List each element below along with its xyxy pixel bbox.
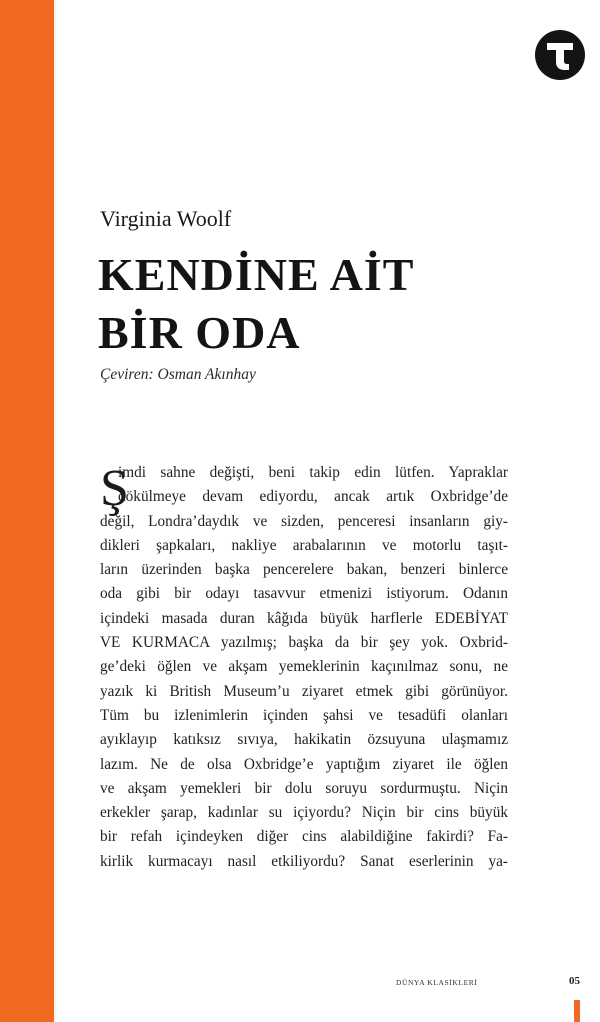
page-marker — [574, 1000, 580, 1022]
page-edge — [54, 0, 56, 1022]
page-number: 05 — [569, 975, 580, 987]
text-line: ge’deki öğlen ve akşam yemeklerinin kaçınılmaz sonu, ne — [100, 658, 508, 676]
book-title-line-2: BİR ODA — [98, 307, 301, 358]
text-line: bir refah içindeyken diğer cins alabildiğine fakirdi? Fa- — [100, 828, 508, 846]
text-line: imdi sahne değişti, beni takip edin lütfen. Yapraklar — [118, 464, 508, 481]
book-title-line-1: KENDİNE AİT — [98, 249, 415, 300]
text-line: dikleri şapkaları, nakliye arabalarının ve motorlu taşıt- — [100, 536, 508, 554]
series-label: DÜNYA KLASİKLERİ — [396, 978, 478, 987]
text-line: kirlik kurmacayı nasıl etkiliyordu? Sanat eserlerinin ya- — [100, 852, 508, 870]
body-paragraph — [100, 461, 508, 874]
text-line: erkekler şarap, kadınlar su içiyordu? Niçin bir cins büyük — [100, 804, 508, 822]
text-line: yazık ki British Museum’u ziyaret etmek gibi görünüyor. — [100, 682, 508, 700]
text-line: lazım. Ne de olsa Oxbridge’e yaptığım ziyaret ile öğlen — [100, 755, 508, 773]
text-line: içindeki masada duran kâğıda büyük harflerle EDEBİYAT — [100, 609, 508, 627]
publisher-t-logo-icon — [535, 30, 585, 80]
text-line: Tüm bu izlenimlerin içinden şahsi ve tesadüfi olanları — [100, 706, 508, 724]
text-line: değil, Londra’daydık ve sizden, penceresi insanların giy- — [100, 512, 508, 530]
text-line: ayıklayıp katıksız sıvıya, hakikatin özsuyuna ulaşmamız — [100, 731, 508, 749]
text-line: dökülmeye devam ediyordu, ancak artık Oxbridge’de — [118, 488, 508, 506]
text-line: ve akşam yemekleri bir dolu soruyu sordurmuştu. Niçin — [100, 779, 508, 797]
text-line: oda gibi bir odayı tasavvur etmenizi istiyorum. Odanın — [100, 585, 508, 603]
text-line: ların üzerinden başka pencerelere bakan, benzeri binlerce — [100, 561, 508, 579]
text-line: VE KURMACA yazılmış; başka da bir şey yok. Oxbrid- — [100, 634, 508, 652]
translator-credit: Çeviren: Osman Akınhay — [100, 366, 256, 383]
orange-spine-band — [0, 0, 54, 1022]
drop-cap: Ş — [100, 460, 129, 517]
author-name: Virginia Woolf — [100, 206, 232, 231]
